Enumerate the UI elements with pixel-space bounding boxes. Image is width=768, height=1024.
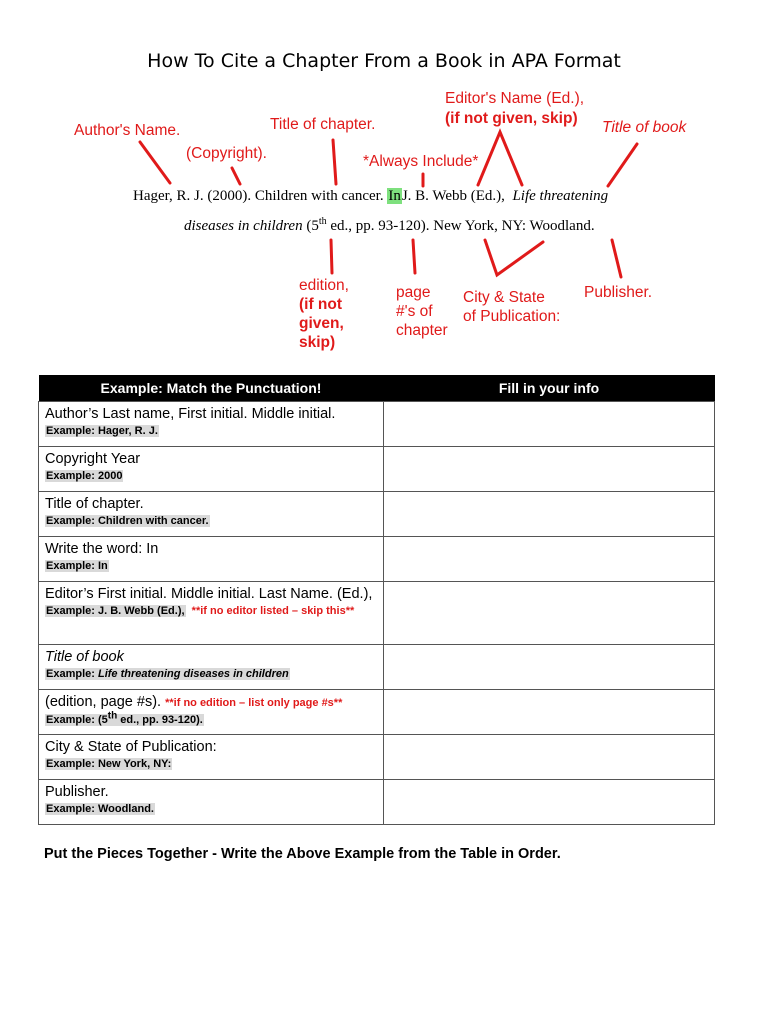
label-copyright: (Copyright). — [186, 145, 267, 162]
table-row — [39, 582, 715, 645]
row-title: Write the word: In — [45, 541, 159, 557]
citation-editor: J. B. Webb (Ed.), — [401, 188, 505, 204]
citation-edition-open: (5 — [306, 218, 319, 234]
arrow-publisher — [612, 240, 621, 277]
fill-cell-publisher[interactable] — [384, 780, 715, 825]
label-publisher: Publisher. — [584, 284, 653, 301]
arrow-city — [485, 240, 543, 275]
label-page-3: chapter — [396, 322, 448, 339]
table-row — [39, 402, 715, 447]
row-example: Example: In — [46, 560, 108, 572]
citation-line-1 — [133, 188, 608, 205]
citation-book-title-1: Life threatening — [512, 188, 609, 204]
table-row — [39, 780, 715, 825]
row-example-italic: Life threatening diseases in children — [97, 668, 289, 680]
row-title: City & State of Publication: — [45, 739, 217, 755]
fill-cell-editor[interactable] — [384, 582, 715, 645]
fill-cell-in[interactable] — [384, 537, 715, 582]
label-book-title: Title of book — [602, 119, 687, 136]
row-book-title — [39, 645, 384, 690]
citation-edition-sup: th — [318, 216, 327, 227]
row-title: (edition, page #s). — [45, 694, 162, 710]
row-example: Example: Children with cancer. — [46, 515, 209, 527]
header-example: Example: Match the Punctuation! — [39, 375, 384, 402]
table-row — [39, 735, 715, 780]
arrow-page — [413, 240, 415, 273]
fill-cell-chapter-title[interactable] — [384, 492, 715, 537]
table-row — [39, 690, 715, 735]
label-city-1: City & State — [463, 289, 545, 306]
fill-cell-edition[interactable] — [384, 690, 715, 735]
row-title: Publisher. — [45, 784, 109, 800]
label-page-2: #'s of — [396, 303, 433, 320]
row-title-note: **if no edition – list only page #s** — [165, 697, 343, 709]
table-row — [39, 537, 715, 582]
row-in — [39, 537, 384, 582]
label-edition-skip-2: given, — [299, 315, 344, 332]
row-edition — [39, 690, 384, 735]
label-author: Author's Name. — [74, 122, 181, 139]
citation-line-2 — [184, 218, 595, 235]
header-fill: Fill in your info — [384, 375, 715, 402]
label-edition-skip-3: skip) — [299, 334, 336, 351]
fill-cell-city-state[interactable] — [384, 735, 715, 780]
row-example: Example: J. B. Webb (Ed.), — [46, 605, 185, 617]
row-title: Author’s Last name, First initial. Middle initial. — [45, 406, 336, 422]
row-example-open: Example: (5 — [46, 714, 108, 726]
row-example-prefix: Example: — [46, 668, 95, 680]
fill-cell-book-title[interactable] — [384, 645, 715, 690]
row-copyright — [39, 447, 384, 492]
row-example-sup: th — [107, 710, 118, 722]
row-title: Title of chapter. — [45, 496, 144, 512]
arrow-copyright — [232, 168, 240, 184]
row-note: **if no editor listed – skip this** — [191, 605, 355, 617]
label-city-2: of Publication: — [463, 308, 561, 325]
citation-edition-rest: ed., pp. 93-120). New York, NY: Woodland. — [330, 218, 595, 234]
label-always-include: *Always Include* — [363, 153, 479, 170]
label-page-1: page — [396, 284, 431, 301]
row-example: Example: Hager, R. J. — [46, 425, 158, 437]
label-edition: edition, — [299, 277, 349, 294]
row-publisher — [39, 780, 384, 825]
row-example: Example: New York, NY: — [46, 758, 172, 770]
arrow-author — [140, 142, 170, 183]
label-editor: Editor's Name (Ed.), — [445, 90, 585, 107]
row-example-rest: ed., pp. 93-120). — [120, 714, 203, 726]
row-title: Editor’s First initial. Middle initial. Last Name. (Ed.), — [45, 586, 373, 602]
citation-book-title-2: diseases in children — [184, 218, 303, 234]
row-example: Example: Woodland. — [46, 803, 154, 815]
row-chapter-title — [39, 492, 384, 537]
arrow-chapter — [333, 140, 336, 184]
fill-cell-copyright[interactable] — [384, 447, 715, 492]
citation-in-highlight: In — [388, 188, 401, 204]
page-title: How To Cite a Chapter From a Book in APA Format — [147, 50, 621, 72]
label-edition-skip-1: (if not — [299, 296, 343, 313]
label-chapter-title: Title of chapter. — [270, 116, 376, 133]
fill-cell-author[interactable] — [384, 402, 715, 447]
row-editor — [39, 582, 384, 645]
row-title: Title of book — [45, 649, 124, 665]
arrow-editor — [478, 132, 522, 185]
row-city-state — [39, 735, 384, 780]
footer-instruction: Put the Pieces Together - Write the Above Example from the Table in Order. — [44, 846, 561, 862]
citation-table — [38, 375, 715, 825]
table-row — [39, 645, 715, 690]
row-example: Example: 2000 — [46, 470, 123, 482]
citation-diagram — [0, 80, 768, 370]
row-title: Copyright Year — [45, 451, 141, 467]
table-header-row — [39, 375, 715, 402]
citation-author-year-chapter: Hager, R. J. (2000). Children with cancer. — [133, 188, 384, 204]
row-author — [39, 402, 384, 447]
table-row — [39, 492, 715, 537]
arrow-edition — [331, 240, 332, 273]
arrow-book — [608, 144, 637, 186]
label-editor-skip: (if not given, skip) — [445, 110, 578, 127]
table-row — [39, 447, 715, 492]
